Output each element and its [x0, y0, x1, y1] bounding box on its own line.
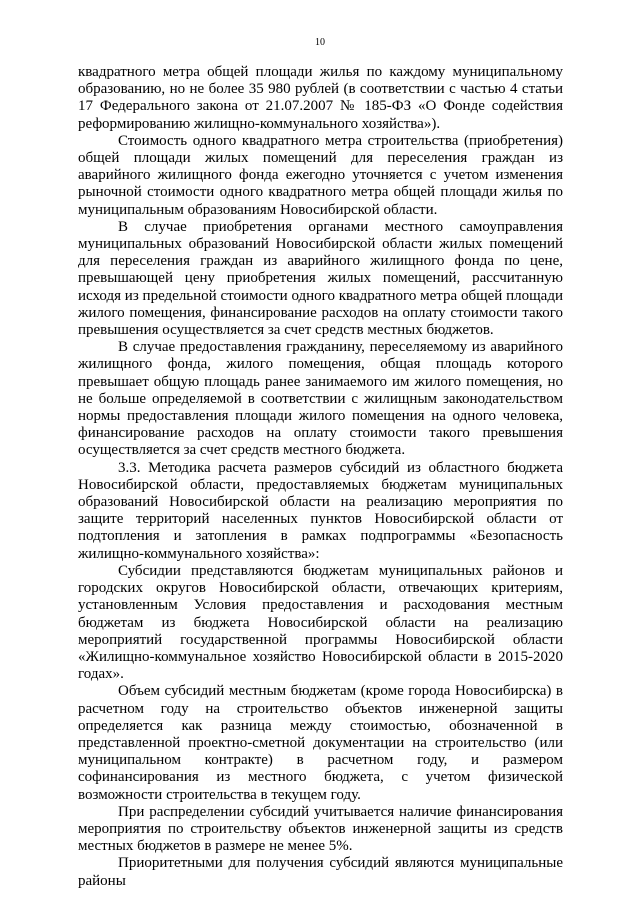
document-body — [78, 64, 563, 890]
page-number: 10 — [315, 37, 325, 48]
paragraph-7: Объем субсидий местным бюджетам (кроме города Новосибирска) в расчетном году на строительство объектов инженерной защиты определяется как разница между стоимостью, обозначенной в представленной проектно-сметной документации на строительство (или муниципальном контракте) в расчетном году, и размером софинансирования из местного бюджета, с учетом физической возможности строительства в текущем году. — [78, 683, 563, 803]
paragraph-1: квадратного метра общей площади жилья по каждому муниципальному образованию, но не более 35 980 рублей (в соответствии с частью 4 статьи 17 Федерального закона от 21.07.2007 № 185-ФЗ «О Фонде содействия реформированию жилищно-коммунального хозяйства»). — [78, 64, 563, 132]
paragraph-8: При распределении субсидий учитывается наличие финансирования мероприятия по строительству объектов инженерной защиты из средств местных бюджетов в размере не менее 5%. — [78, 803, 563, 855]
paragraph-section-3-3: 3.3. Методика расчета размеров субсидий из областного бюджета Новосибирской области, предоставляемых бюджетам муниципальных образований Новосибирской области на реализацию мероприятия по защите территорий населенных пунктов Новосибирской области от подтопления и затопления в рамках подпрограммы «Безопасность жилищно-коммунального хозяйства»: — [78, 459, 563, 562]
paragraph-4: В случае предоставления гражданину, переселяемому из аварийного жилищного фонда, жилого помещения, общая площадь которого превышает общую площадь ранее занимаемого им жилого помещения, но не больше определяемой в соответствии с жилищным законодательством нормы предоставления площади жилого помещения на одного человека, финансирование расходов на оплату стоимости такого превышения осуществляется за счет средств местного бюджета. — [78, 339, 563, 459]
paragraph-2: Стоимость одного квадратного метра строительства (приобретения) общей площади жилых помещений для переселения граждан из аварийного жилищного фонда ежегодно уточняется с учетом изменения рыночной стоимости одного квадратного метра общей площади жилья по муниципальным образованиям Новосибирской области. — [78, 132, 563, 218]
paragraph-9: Приоритетными для получения субсидий являются муниципальные районы — [78, 855, 563, 889]
paragraph-3: В случае приобретения органами местного самоуправления муниципальных образований Новосибирской области жилых помещений для переселения граждан из аварийного жилищного фонда по цене, превышающей цену приобретения жилых помещений, рассчитанную исходя из предельной стоимости одного квадратного метра общей площади жилого помещения, финансирование расходов на оплату стоимости такого превышения осуществляется за счет средств местных бюджетов. — [78, 218, 563, 339]
paragraph-6: Субсидии представляются бюджетам муниципальных районов и городских округов Новосибирской области, отвечающих критериям, установленным Условия предоставления и расходования местным бюджетам из бюджета Новосибирской области на реализацию мероприятий государственной программы Новосибирской области «Жилищно-коммунальное хозяйство Новосибирской области в 2015-2020 годах». — [78, 562, 563, 683]
